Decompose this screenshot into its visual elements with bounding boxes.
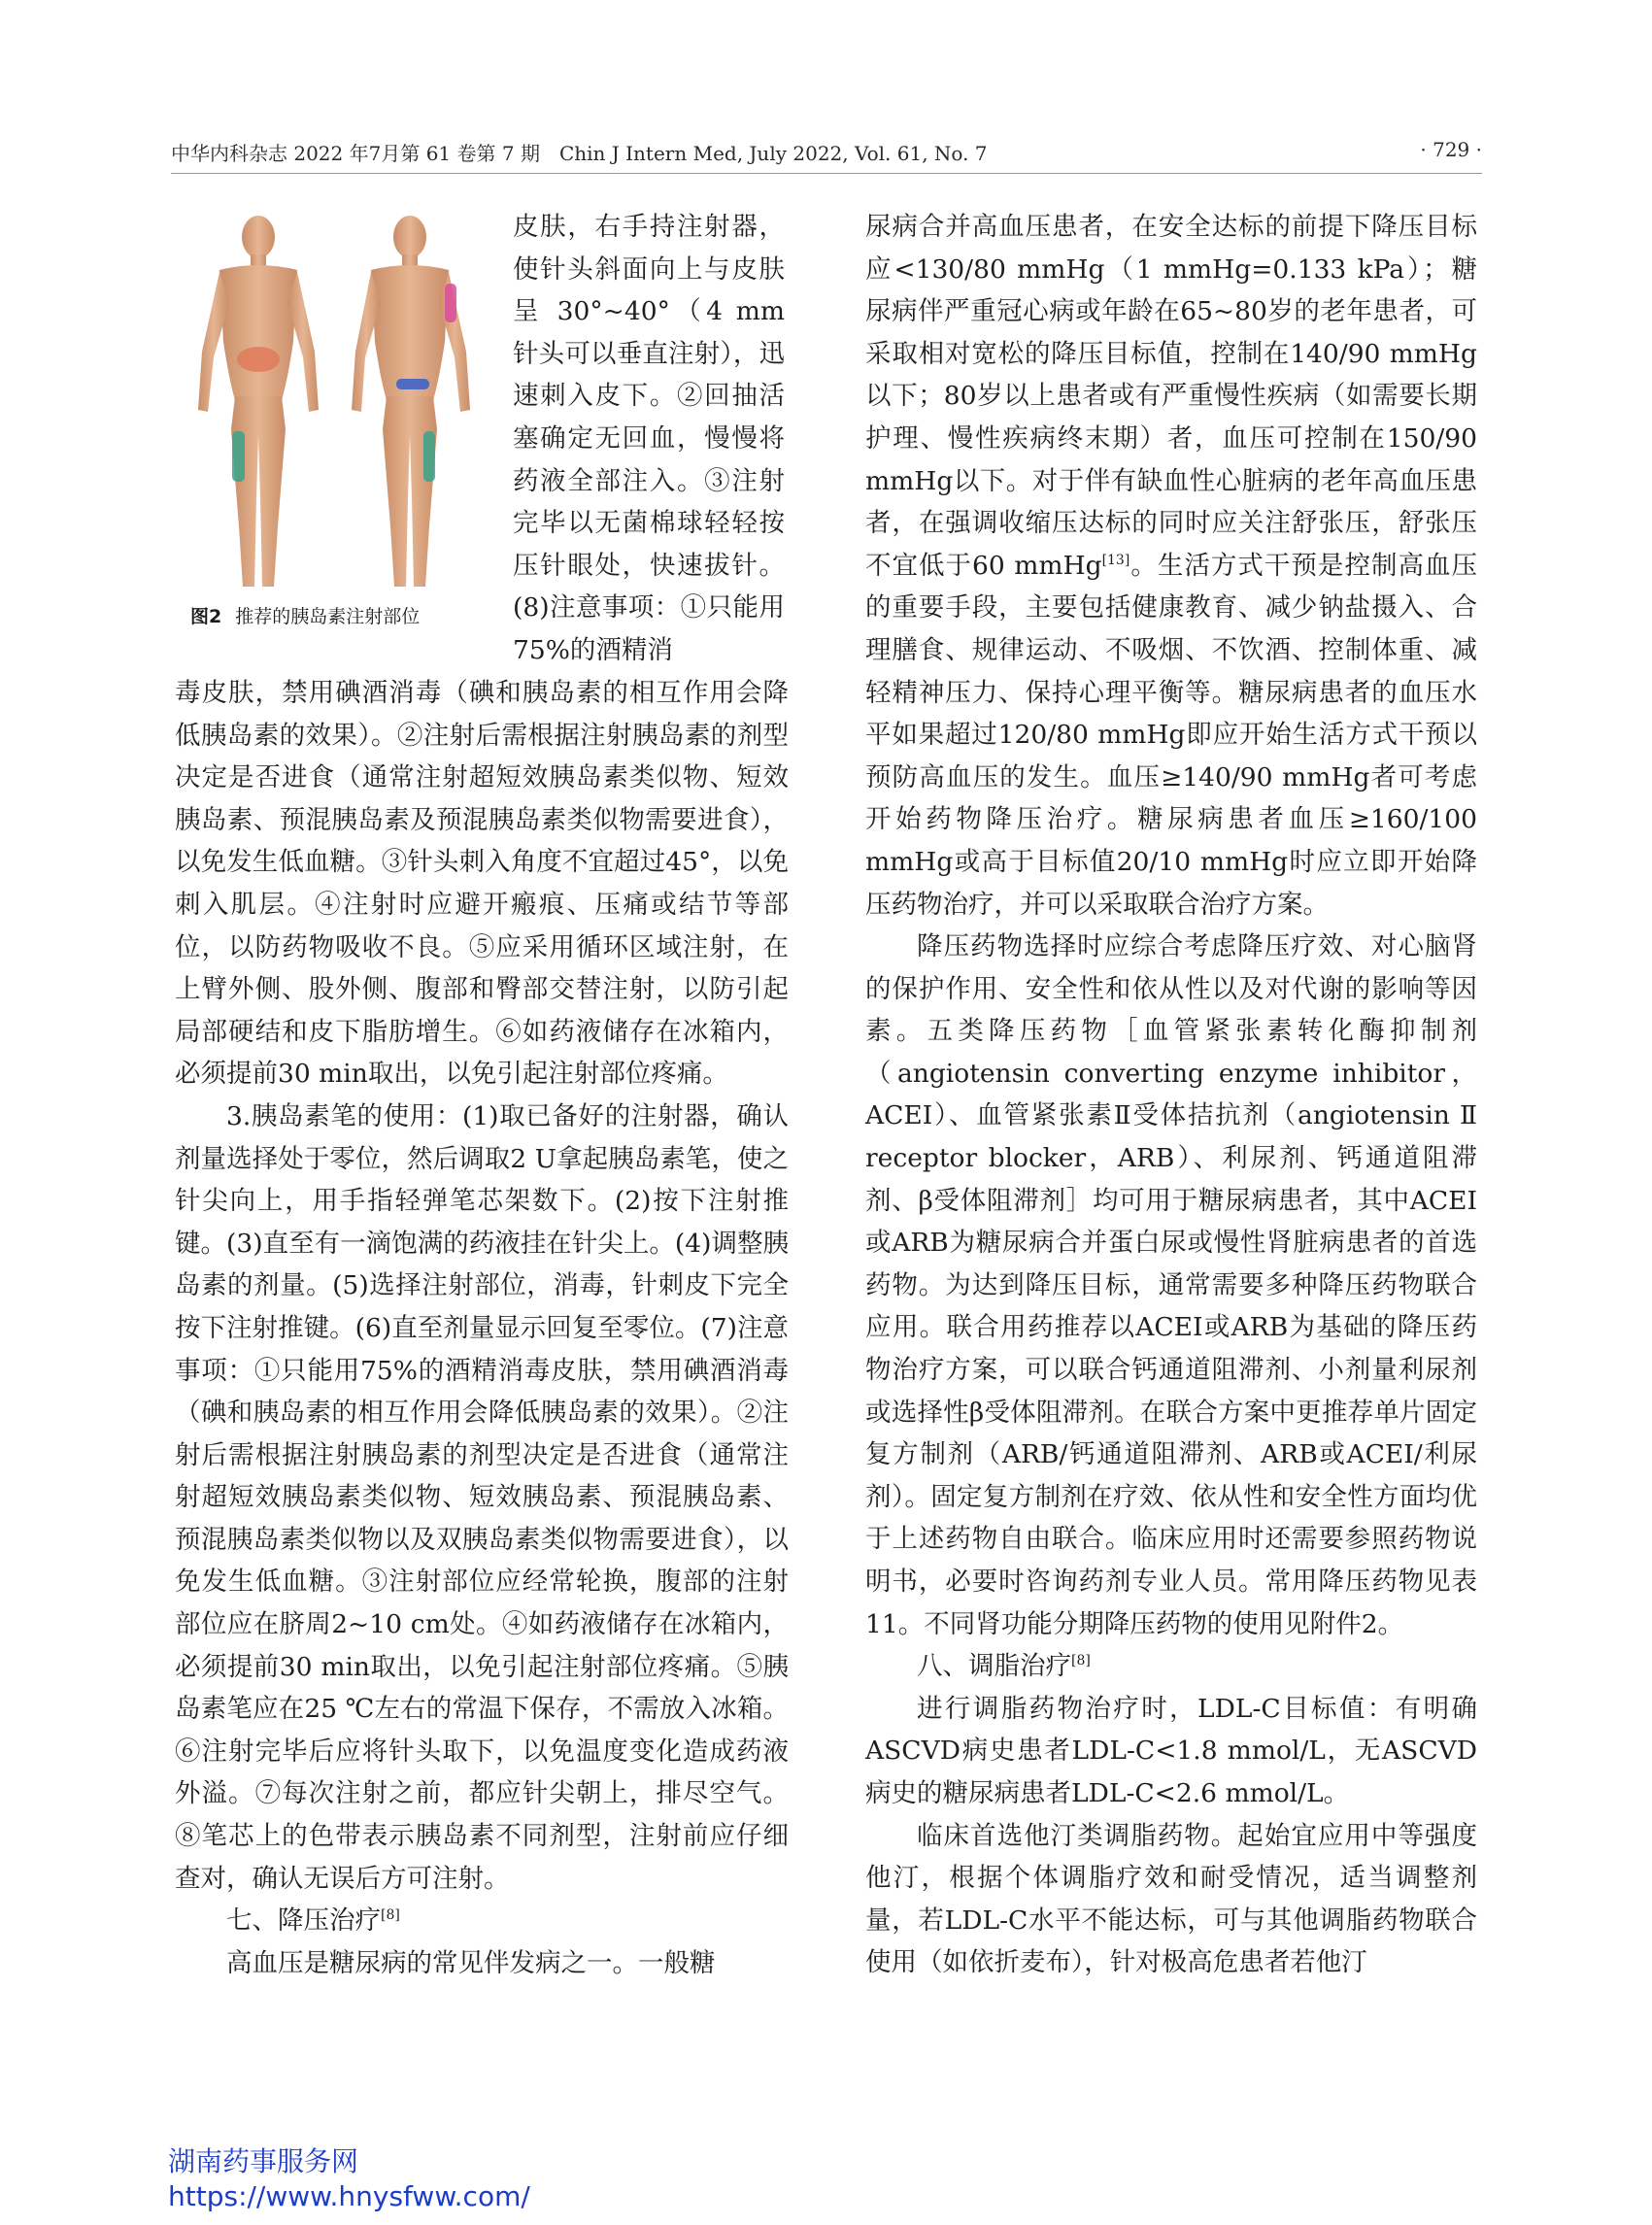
paragraph: 皮肤，右手持注射器，使针头斜面向上与皮肤呈 30°~40°（4 mm 针头可以垂直注射），迅速刺入皮下。②回抽活塞确定无回血，慢慢将药液全部注入。③注射完毕以无菌棉球轻轻按压针眼处，快速拔针。(8)注意事项：①只能用75%的酒精消	[513, 212, 785, 665]
header-rule	[171, 173, 1482, 174]
right-column	[865, 206, 1477, 1984]
paragraph: 高血压是糖尿病的常见伴发病之一。一般糖	[226, 1947, 716, 1978]
citation: [13]	[1101, 552, 1130, 568]
figure-number: 图2	[190, 606, 222, 627]
watermark-url[interactable]: https://www.hnysfww.com/	[168, 2180, 530, 2212]
citation: [8]	[1071, 1653, 1091, 1669]
section-heading	[865, 1645, 1477, 1688]
paragraph	[865, 206, 1477, 926]
paragraph-text: 尿病合并高血压患者，在安全达标的前提下降压目标应<130/80 mmHg（1 mmHg=0.133 kPa）；糖尿病伴严重冠心病或年龄在65~80岁的老年患者，可采取相对宽松的降压目标值，控制在140/90 mmHg以下；80岁以上患者或有严重慢性疾病（如需要长期护理、慢性疾病终末期）者，血压可控制在150/90 mmHg以下。对于伴有缺血性心脏病的老年高血压患者，在强调收缩压达标的同时应关注舒张压，舒张压不宜低于60 mmHg	[865, 212, 1477, 581]
injection-sites-figure	[181, 206, 493, 594]
watermark-site-name: 湖南药事服务网	[168, 2145, 359, 2177]
paragraph: 毒皮肤，禁用碘酒消毒（碘和胰岛素的相互作用会降低胰岛素的效果）。②注射后需根据注射胰岛素的剂型决定是否进食（通常注射超短效胰岛素类似物、短效胰岛素、预混胰岛素及预混胰岛素类似物需要进食），以免发生低血糖。③针头刺入角度不宜超过45°，以免刺入肌层。④注射时应避开瘢痕、压痛或结节等部位，以防药物吸收不良。⑤应采用循环区域注射，在上臂外侧、股外侧、腹部和臀部交替注射，以防引起局部硬结和皮下脂肪增生。⑥如药液储存在冰箱内，必须提前30 min取出，以免引起注射部位疼痛。	[175, 678, 789, 1090]
back-body	[352, 216, 470, 587]
back-thigh-injection-zone	[423, 431, 435, 482]
running-header	[171, 132, 1482, 171]
citation: [8]	[381, 1907, 400, 1924]
figure-caption	[190, 602, 482, 628]
buttock-injection-zone	[396, 379, 429, 389]
page-number: · 729 ·	[1420, 138, 1482, 161]
section-heading-text: 七、降压治疗	[226, 1905, 381, 1937]
left-column-beside-figure	[513, 206, 785, 672]
left-thigh-injection-zone	[232, 431, 245, 482]
paragraph: 降压药物选择时应综合考虑降压疗效、对心脑肾的保护作用、安全性和依从性以及对代谢的影响等因素。五类降压药物［血管紧张素转化酶抑制剂（angiotensin converting enzyme inhibitor，ACEI）、血管紧张素Ⅱ受体拮抗剂（angiotensin Ⅱ receptor blocker，ARB）、利尿剂、钙通道阻滞剂、β受体阻滞剂］均可用于糖尿病患者，其中ACEI或ARB为糖尿病合并蛋白尿或慢性肾脏病患者的首选药物。为达到降压目标，通常需要多种降压药物联合应用。联合用药推荐以ACEI或ARB为基础的降压药物治疗方案，可以联合钙通道阻滞剂、小剂量利尿剂或选择性β受体阻滞剂。在联合方案中更推荐单片固定复方制剂（ARB/钙通道阻滞剂、ARB或ACEI/利尿剂）。固定复方制剂在疗效、依从性和安全性方面均优于上述药物自由联合。临床应用时还需要参照药物说明书，必要时咨询药剂专业人员。常用降压药物见表11。不同肾功能分期降压药物的使用见附件2。	[865, 931, 1477, 1639]
paragraph-text: 。生活方式干预是控制高血压的重要手段，主要包括健康教育、减少钠盐摄入、合理膳食、规律运动、不吸烟、不饮酒、控制体重、减轻精神压力、保持心理平衡等。糖尿病患者的血压水平如果超过120/80 mmHg即应开始生活方式干预以预防高血压的发生。血压≥140/90 mmHg者可考虑开始药物降压治疗。糖尿病患者血压≥160/100 mmHg或高于目标值20/10 mmHg时应立即开始降压药物治疗，并可以采取联合治疗方案。	[865, 550, 1478, 920]
journal-citation: 中华内科杂志 2022 年7月第 61 卷第 7 期 Chin J Intern Med, July 2022, Vol. 61, No. 7	[171, 142, 988, 165]
figure-caption-text: 推荐的胰岛素注射部位	[235, 606, 421, 627]
front-body	[198, 216, 319, 587]
abdomen-injection-zone	[237, 347, 280, 372]
paragraph: 3.胰岛素笔的使用：(1)取已备好的注射器，确认剂量选择处于零位，然后调取2 U拿起胰岛素笔，使之针尖向上，用手指轻弹笔芯架数下。(2)按下注射推键。(3)直至有一滴饱满的药液挂在针尖上。(4)调整胰岛素的剂量。(5)选择注射部位，消毒，针刺皮下完全按下注射推键。(6)直至剂量显示回复至零位。(7)注意事项：①只能用75%的酒精消毒皮肤，禁用碘酒消毒（碘和胰岛素的相互作用会降低胰岛素的效果）。②注射后需根据注射胰岛素的剂型决定是否进食（通常注射超短效胰岛素类似物、短效胰岛素、预混胰岛素、预混胰岛素类似物以及双胰岛素类似物需要进食），以免发生低血糖。③注射部位应经常轮换，腹部的注射部位应在脐周2~10 cm处。④如药液储存在冰箱内，必须提前30 min取出，以免引起注射部位疼痛。⑤胰岛素笔应在25 ℃左右的常温下保存，不需放入冰箱。⑥注射完毕后应将针头取下，以免温度变化造成药液外溢。⑦每次注射之前，都应针尖朝上，排尽空气。⑧笔芯上的色带表示胰岛素不同剂型，注射前应仔细查对，确认无误后方可注射。	[175, 1100, 789, 1894]
section-heading-text: 八、调脂治疗	[917, 1651, 1071, 1682]
paragraph: 进行调脂药物治疗时，LDL-C目标值：有明确ASCVD病史患者LDL-C<1.8 mmol/L，无ASCVD病史的糖尿病患者LDL-C<2.6 mmol/L。	[865, 1693, 1477, 1808]
body-illustration	[181, 206, 493, 594]
watermark	[168, 2144, 530, 2214]
paragraph: 临床首选他汀类调脂药物。起始宜应用中等强度他汀，根据个体调脂疗效和耐受情况，适当调整剂量，若LDL-C水平不能达标，可与其他调脂药物联合使用（如依折麦布），针对极高危患者若他汀	[865, 1820, 1477, 1978]
section-heading	[175, 1900, 789, 1942]
left-column	[175, 672, 789, 1984]
upper-arm-injection-zone	[445, 284, 456, 322]
